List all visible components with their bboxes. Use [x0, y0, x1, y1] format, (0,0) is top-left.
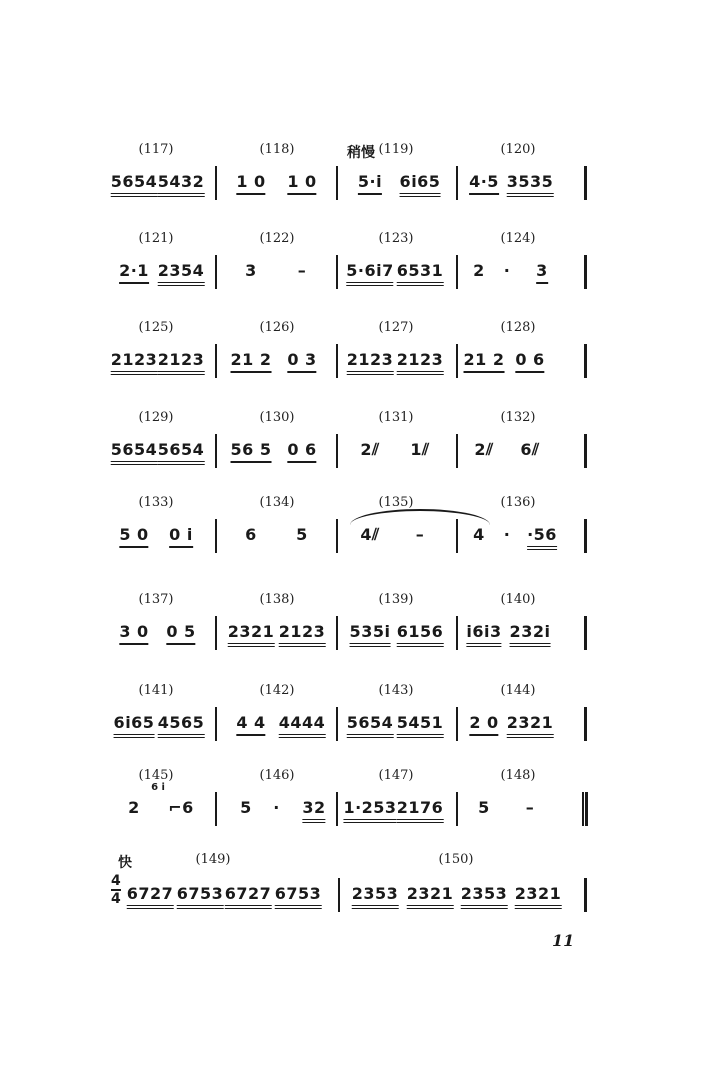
- barline: [336, 616, 338, 650]
- note-group: 1·253: [343, 798, 396, 823]
- tempo-marking: 稍慢: [347, 145, 375, 161]
- measure-number: (135): [378, 495, 414, 510]
- measure-number: (141): [138, 683, 174, 698]
- note-group: 4 4: [236, 713, 265, 736]
- note-group: 232i: [510, 622, 551, 647]
- note-group: ·: [503, 261, 511, 280]
- barline: [456, 166, 458, 200]
- score-system: [0, 768, 701, 838]
- barline: [584, 166, 587, 200]
- note-group: 0 6: [515, 350, 544, 373]
- note-group: 1 0: [236, 172, 265, 195]
- note-group: 3535: [507, 172, 554, 197]
- note-group: 4⫽: [360, 525, 380, 544]
- note-group: 0 i: [169, 525, 193, 548]
- measure-number: (137): [138, 592, 174, 607]
- time-signature-numerator: 4: [111, 873, 121, 889]
- score-system: [0, 142, 701, 212]
- note-group: –: [415, 525, 425, 544]
- note-group: 1⫽: [410, 440, 430, 459]
- note-group: 535i: [350, 622, 391, 647]
- score-system: [0, 410, 701, 480]
- note-group: 2⫽: [360, 440, 380, 459]
- score-system: [0, 320, 701, 390]
- note-group: 3 0: [119, 622, 148, 645]
- measure-number: (150): [438, 852, 474, 867]
- measure-number: (125): [138, 320, 174, 335]
- barline: [215, 519, 217, 553]
- note-group: 5451: [397, 713, 444, 738]
- barline: [336, 707, 338, 741]
- measure-number: (118): [259, 142, 295, 157]
- note-group: 5: [296, 525, 308, 544]
- measure-number: (126): [259, 320, 295, 335]
- barline: [456, 344, 458, 378]
- note-group: ·56: [527, 525, 557, 550]
- note-group: 2353: [352, 884, 399, 909]
- note-group: 2: [473, 261, 485, 280]
- barline: [215, 344, 217, 378]
- measure-number: (143): [378, 683, 414, 698]
- measure-number: (148): [500, 768, 536, 783]
- note-group: 2123: [111, 350, 158, 375]
- score-system-final: [0, 852, 701, 922]
- barline: [215, 166, 217, 200]
- measure-number: (117): [138, 142, 174, 157]
- measure-number: (144): [500, 683, 536, 698]
- note-group: 6i65: [114, 713, 155, 738]
- note-group: 56 5: [231, 440, 272, 463]
- barline: [456, 434, 458, 468]
- measure-number: (120): [500, 142, 536, 157]
- barline: [338, 878, 340, 912]
- note-group: 6i65: [400, 172, 441, 197]
- note-group: 6753: [177, 884, 224, 909]
- measure-number: (140): [500, 592, 536, 607]
- note-group: 2⫽: [474, 440, 494, 459]
- measure-number: (139): [378, 592, 414, 607]
- note-group: 6156: [397, 622, 444, 647]
- measure-number: (133): [138, 495, 174, 510]
- barline: [336, 344, 338, 378]
- time-signature: [111, 874, 121, 906]
- barline: [584, 616, 587, 650]
- barline: [336, 255, 338, 289]
- note-group: 2123: [279, 622, 326, 647]
- measure-number: (134): [259, 495, 295, 510]
- note-group: 2354: [158, 261, 205, 286]
- barline: [215, 616, 217, 650]
- note-group: 5654: [111, 440, 158, 465]
- note-group: 6727: [225, 884, 272, 909]
- note-group: 21 2: [464, 350, 505, 373]
- note-group: 6⫽: [520, 440, 540, 459]
- tempo-marking: 快: [118, 855, 132, 871]
- measure-number: (146): [259, 768, 295, 783]
- note-group: 6727: [127, 884, 174, 909]
- grace-notes: 6 i: [151, 782, 165, 793]
- note-group: –: [297, 261, 307, 280]
- score-system: [0, 495, 701, 565]
- note-group: 2321: [507, 713, 554, 738]
- note-group: 2321: [515, 884, 562, 909]
- note-group: 3: [536, 261, 548, 284]
- barline: [215, 255, 217, 289]
- note-group: 4444: [279, 713, 326, 738]
- note-group: 5: [478, 798, 490, 817]
- note-group: 2176: [397, 798, 444, 823]
- barline: [584, 707, 587, 741]
- measure-number: (124): [500, 231, 536, 246]
- measure-number: (129): [138, 410, 174, 425]
- note-group: 5: [240, 798, 252, 817]
- barline: [584, 878, 587, 912]
- note-group: 5432: [158, 172, 205, 197]
- measure-number: (127): [378, 320, 414, 335]
- tie-slur: [350, 509, 490, 525]
- note-group: 2 0: [469, 713, 498, 736]
- note-group: 32: [302, 798, 325, 823]
- barline: [456, 255, 458, 289]
- barline: [456, 707, 458, 741]
- page-number: 11: [552, 931, 575, 950]
- barline: [584, 255, 587, 289]
- barline: [215, 707, 217, 741]
- note-group: 0 3: [287, 350, 316, 373]
- barline: [584, 519, 587, 553]
- barline: [456, 616, 458, 650]
- note-group: 6: [245, 525, 257, 544]
- note-group: 5654: [111, 172, 158, 197]
- barline: [215, 792, 217, 826]
- note-group: ⌐6: [168, 798, 194, 817]
- barline: [456, 792, 458, 826]
- note-group: 3: [245, 261, 257, 280]
- note-group: 4565: [158, 713, 205, 738]
- note-group: –: [525, 798, 535, 817]
- measure-number: (122): [259, 231, 295, 246]
- time-signature-denominator: 4: [111, 891, 121, 907]
- note-group: 2123: [347, 350, 394, 375]
- note-group: 4·5: [469, 172, 499, 195]
- note-group: 2123: [397, 350, 444, 375]
- note-group: ·: [273, 798, 280, 817]
- measure-number: (142): [259, 683, 295, 698]
- note-group: i6i3: [466, 622, 501, 647]
- note-group: 5 0: [119, 525, 148, 548]
- barline: [336, 166, 338, 200]
- measure-number: (123): [378, 231, 414, 246]
- note-group: 4: [473, 525, 485, 544]
- barline: [336, 434, 338, 468]
- measure-number: (119): [378, 142, 414, 157]
- score-system: [0, 231, 701, 301]
- measure-number: (147): [378, 768, 414, 783]
- note-group: 2321: [228, 622, 275, 647]
- score-system: [0, 683, 701, 753]
- note-group: 0 6: [287, 440, 316, 463]
- note-group: 2321: [407, 884, 454, 909]
- measure-number: (130): [259, 410, 295, 425]
- measure-number: (138): [259, 592, 295, 607]
- note-group: 0 5: [166, 622, 195, 645]
- measure-number: (145): [138, 768, 174, 783]
- barline: [215, 434, 217, 468]
- note-group: ·: [503, 525, 511, 544]
- barline: [584, 434, 587, 468]
- barline: [336, 792, 338, 826]
- note-group: 1 0: [287, 172, 316, 195]
- score-system: [0, 592, 701, 662]
- measure-number: (136): [500, 495, 536, 510]
- barline: [336, 519, 338, 553]
- note-group: 2: [128, 798, 140, 817]
- note-group: 5·6i7: [346, 261, 393, 286]
- measure-number: (128): [500, 320, 536, 335]
- note-group: 2·1: [119, 261, 149, 284]
- final-barline: [582, 792, 588, 826]
- measure-number: (131): [378, 410, 414, 425]
- note-group: 5·i: [358, 172, 382, 195]
- note-group: 2353: [461, 884, 508, 909]
- note-group: 5654: [347, 713, 394, 738]
- note-group: 5654: [158, 440, 205, 465]
- barline: [584, 344, 587, 378]
- note-group: 21 2: [231, 350, 272, 373]
- measure-number: (121): [138, 231, 174, 246]
- measure-number: (149): [195, 852, 231, 867]
- measure-number: (132): [500, 410, 536, 425]
- note-group: 2123: [158, 350, 205, 375]
- note-group: 6531: [397, 261, 444, 286]
- note-group: 6753: [275, 884, 322, 909]
